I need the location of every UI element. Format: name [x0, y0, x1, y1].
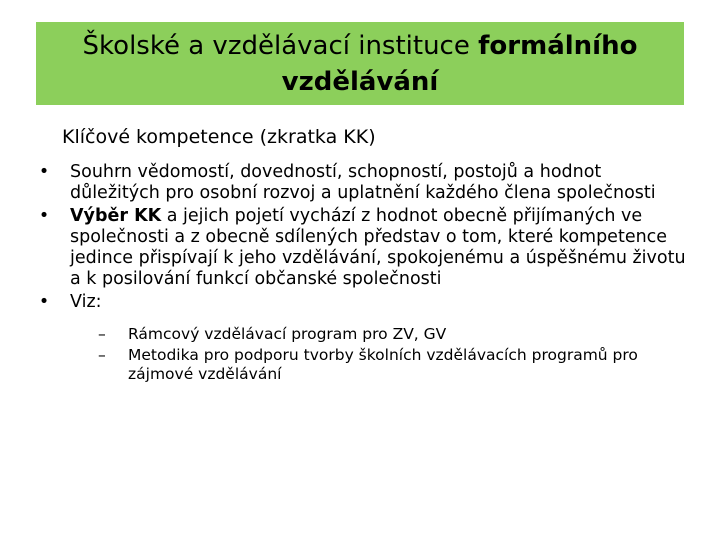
- dash-marker: –: [98, 325, 106, 343]
- slide-title: [50, 28, 670, 100]
- sub-item-text: Rámcový vzdělávací program pro ZV, GV: [128, 325, 447, 343]
- title-regular: Školské a vzdělávací instituce: [82, 30, 479, 61]
- bullet-bold: Výběr KK: [70, 206, 162, 226]
- bullet-marker: •: [38, 206, 50, 226]
- bullet-marker: •: [38, 292, 50, 312]
- bullet-text: Viz:: [70, 292, 102, 312]
- bullet-text: Souhrn vědomostí, dovedností, schopností, postojů a hodnot důležitých pro osobní rozvoj a uplatnění každého člena společnosti: [70, 162, 656, 203]
- sub-list: [70, 325, 694, 384]
- bullet-list: [34, 162, 694, 386]
- bullet-item: [34, 292, 694, 384]
- bullet-item: [34, 206, 694, 290]
- sub-item: [98, 325, 694, 344]
- bullet-item: [34, 162, 694, 204]
- title-banner: [36, 22, 684, 105]
- sub-item: [98, 346, 694, 384]
- dash-marker: –: [98, 346, 106, 364]
- slide-subtitle: Klíčové kompetence (zkratka KK): [62, 126, 376, 148]
- bullet-marker: •: [38, 162, 50, 182]
- bullet-text: a jejich pojetí vychází z hodnot obecně přijímaných ve společnosti a z obecně sdílených představ o tom, které kompetence jedince přispívají k jeho vzdělávání, spokojenému a úspěšnému životu a k posilování funkcí občanské společnosti: [70, 206, 686, 289]
- sub-item-text: Metodika pro podporu tvorby školních vzdělávacích programů pro zájmové vzdělávání: [128, 346, 638, 383]
- title-bold: formálního vzdělávání: [281, 30, 638, 97]
